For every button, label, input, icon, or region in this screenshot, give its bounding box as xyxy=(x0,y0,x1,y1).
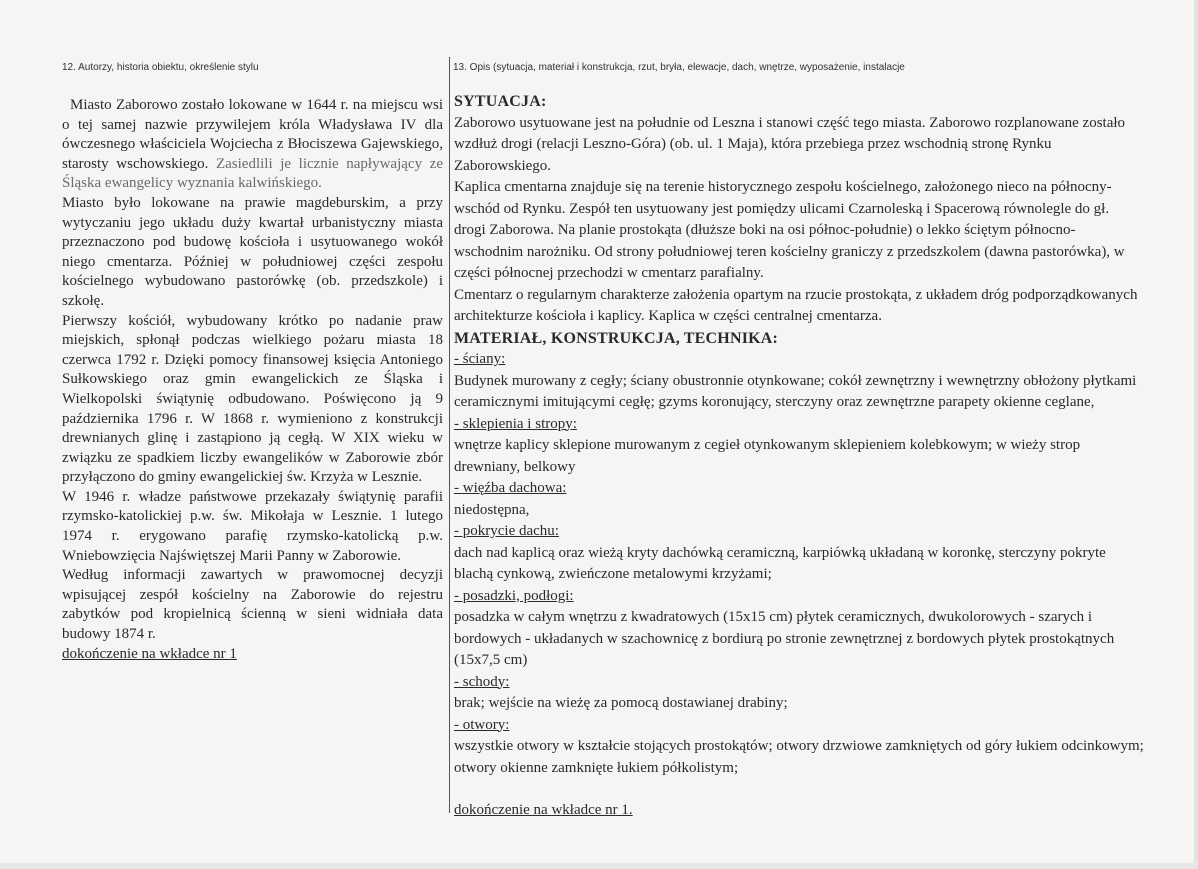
situation-paragraph: Kaplica cmentarna znajduje się na terenie historycznego zespołu kościelnego, założonego nieco na północny-wschód od Rynku. Zespół ten usytuowany jest pomiędzy ulicami Czarnoleską i Spacerową równolegle do gł. drogi Zaborowa. Na planie prostokąta (dłuższe boki na osi północ-południe) o lekko ściętym północno-wschodnim narożniku. Od strony południowej teren kościelny graniczy z przedszkolem (dawna pastorówka), w części północnej przechodzi w cmentarz parafialny. xyxy=(454,179,1125,281)
history-column xyxy=(62,96,443,664)
history-paragraph xyxy=(62,96,443,194)
history-paragraph: Według informacji zawartych w prawomocnej decyzji wpisującej zespół kościelny na Zaborowie do rejestru zabytków pod kropielnicą ścienną w sieni widniała data budowy 1874 r. xyxy=(62,567,443,643)
walls-text: Budynek murowany z cegły; ściany obustronnie otynkowane; cokół zewnętrzny i wewnętrzny obłożony płytkami ceramicznymi imitującymi cegłę; gzyms koronujący, sterczyny oraz zewnętrzne parapety okienne ceglane, xyxy=(454,372,1137,410)
walls-label: - ściany: xyxy=(454,351,506,367)
floors-label: - posadzki, podłogi: xyxy=(454,587,574,604)
history-text: Miasto Zaborowo zostało lokowane w 1644 r. na miejscu wsi o tej samej nazwie przywilejem króla Władysława IV dla ówczesnego właściciela Wojciecha z Błociszewa Gajewskiego, starosty wschowskiego. xyxy=(62,97,443,172)
roof-text: dach nad kaplicą oraz wieżą kryty dachówką ceramiczną, karpiówką układaną w koronkę, sterczyny pokryte blachą cynkową, zwieńczone metalowymi krzyżami; xyxy=(454,544,1106,582)
openings-text: wszystkie otwory w kształcie stojących prostokątów; otwory drzwiowe zamkniętych od góry łukiem odcinkowym; otwory okienne zamknięte łukiem półkolistym; xyxy=(454,738,1144,776)
floors-text: posadzka w całym wnętrzu z kwadratowych (15x15 cm) płytek ceramicznych, dwukolorowych - szarych i bordowych - układanych w szachownicę z bordiurą po stronie zewnętrznej z bordowych płytek prostokątnych (15x7,5 cm) xyxy=(454,609,1115,668)
material-heading: MATERIAŁ, KONSTRUKCJA, TECHNIKA: xyxy=(454,329,779,347)
column-divider xyxy=(449,57,450,813)
history-paragraph: Pierwszy kościół, wybudowany krótko po nadanie praw miejskich, spłonął podczas wielkiego pożaru miasta 18 czerwca 1792 r. Dzięki pomocy finansowej księcia Antoniego Sułkowskiego oraz gmin ewangelickich ze Śląska i Wielkopolski świątynię odbudowano. Poświęcono ją 9 października 1796 r. W 1868 r. wymieniono z konstrukcji drewnianych glinę i zastąpiono ją cegłą. W XIX wieku w związku ze spadkiem liczby ewangelików w Zaborowie zbór przyłączono do gminy ewangelickiej św. Krzyża w Lesznie. xyxy=(62,312,443,486)
vaults-label: - sklepienia i stropy: xyxy=(454,415,577,432)
situation-paragraph: Zaborowo usytuowane jest na południe od Leszna i stanowi część tego miasta. Zaborowo rozplanowane zostało wzdłuż drogi (relacji Leszno-Góra) (ob. ul. 1 Maja), która przebiega przez wschodnią stronę Rynku Zaborowskiego. xyxy=(454,114,1126,174)
description-column xyxy=(454,91,1144,822)
history-text-faded: Zasiedlili je licznie napływający ze Śląska ewangelicy wyznania kalwińskiego. xyxy=(62,155,443,192)
situation-paragraph: Cmentarz o regularnym charakterze założenia opartym na rzucie prostokąta, z układem dróg podporządkowanych architekturze kościoła i kaplicy. Kaplica w części centralnej cmentarza. xyxy=(454,286,1138,324)
truss-text: niedostępna, xyxy=(454,501,530,518)
description-continued-note: dokończenie na wkładce nr 1. xyxy=(454,802,633,818)
truss-label: - więźba dachowa: xyxy=(454,480,567,496)
stairs-text: brak; wejście na wieżę za pomocą dostawianej drabiny; xyxy=(454,695,788,711)
page-edge-right xyxy=(1194,0,1198,869)
stairs-label: - schody: xyxy=(454,673,510,690)
openings-label: - otwory: xyxy=(454,716,510,733)
vaults-text: wnętrze kaplicy sklepione murowanym z cegieł otynkowanym sklepieniem kolebkowym; w wieży strop drewniany, belkowy xyxy=(454,437,1081,475)
history-paragraph: W 1946 r. władze państwowe przekazały świątynię parafii rzymsko-katolickiej p.w. św. Mikołaja w Lesznie. 1 lutego 1974 r. erygowano parafię rzymsko-katolicką p.w. Wniebowzięcia Najświętszej Marii Panny w Zaborowie. xyxy=(62,488,443,564)
page-edge-bottom xyxy=(0,863,1198,869)
section-13-header: 13. Opis (sytuacja, materiał i konstrukcja, rzut, bryła, elewacje, dach, wnętrze, wyposażenie, instalacje xyxy=(453,62,905,73)
section-12-header: 12. Autorzy, historia obiektu, określenie stylu xyxy=(62,62,259,73)
situation-heading: SYTUACJA: xyxy=(454,93,547,110)
history-continued-note: dokończenie na wkładce nr 1 xyxy=(62,645,237,662)
history-paragraph: Miasto było lokowane na prawie magdeburskim, a przy wytyczaniu jego układu duży kwartał urbanistyczny miasta przeznaczono pod budowę kościoła i usytuowanego wokół niego cmentarza. Później w południowej części zespołu kościelnego wybudowano pastorówkę (ob. przedszkole) i szkołę. xyxy=(62,194,443,309)
roof-label: - pokrycie dachu: xyxy=(454,523,559,539)
